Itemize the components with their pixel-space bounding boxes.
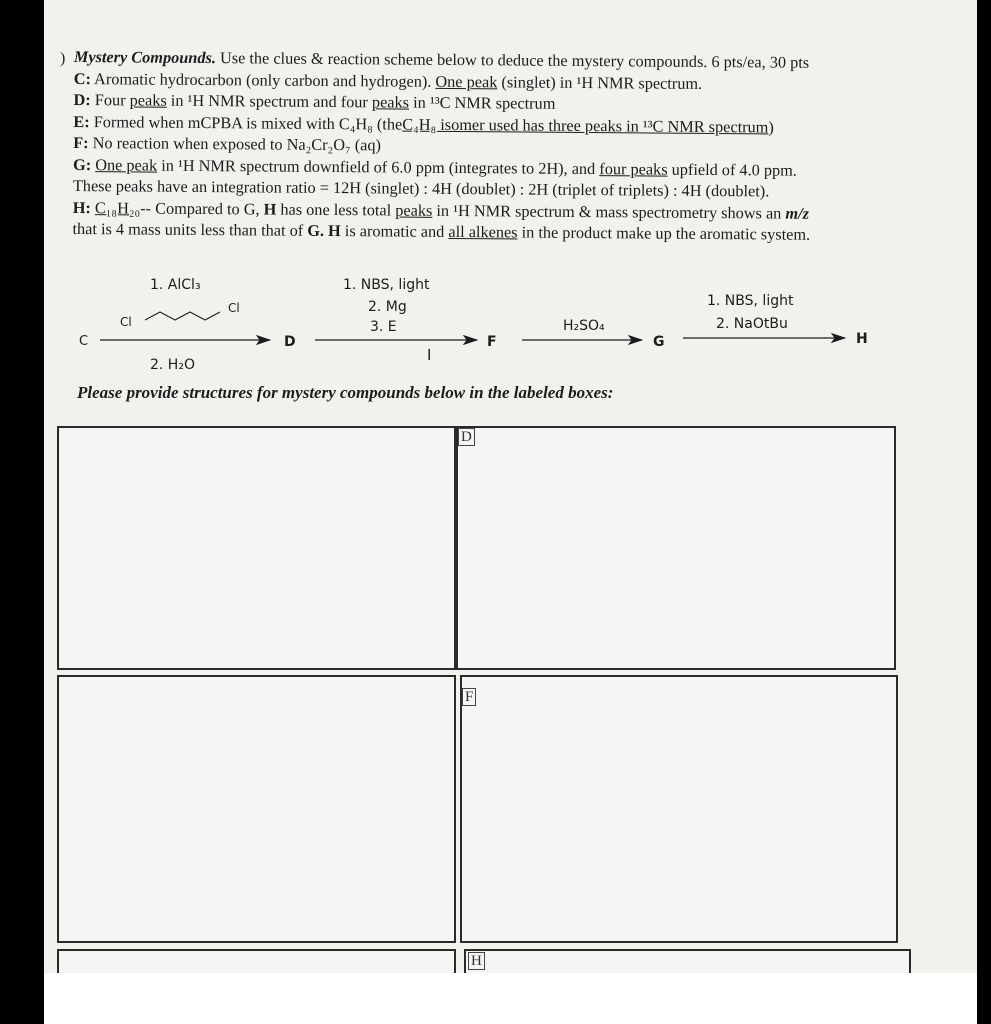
clue-f: F: No reaction when exposed to Na₂Cr₂O₇ (aq)	[73, 132, 382, 155]
clue-e: E: Formed when mCPBA is mixed with C₄H₈ (theC₄H₈ isomer used has three peaks in ¹³C NMR spectrum)	[73, 111, 774, 136]
step2-nbs: 1. NBS, light	[343, 277, 430, 293]
step3-h2so4: H₂SO₄	[563, 318, 605, 334]
clue-g-ratio: These peaks have an integration ratio = 12H (singlet) : 4H (doublet) : 2H (triplet of triplets) : 4H (doublet).	[72, 175, 770, 201]
text-cursor-icon: I	[427, 346, 432, 364]
answer-box-e[interactable]	[57, 675, 456, 943]
compound-g: G	[653, 334, 665, 350]
box-label-h: H	[468, 952, 485, 970]
box-label-f: F	[462, 688, 476, 706]
compound-h: H	[856, 331, 868, 347]
step2-e: 3. E	[370, 319, 397, 335]
clue-h: H: C₁₈H₂₀-- Compared to G, H has one less total peaks in ¹H NMR spectrum & mass spectrometry shows an m/z	[72, 197, 810, 223]
step1-alcl3: 1. AlCl₃	[150, 277, 201, 293]
answer-box-c[interactable]	[57, 426, 456, 670]
chain-cl-left: Cl	[120, 315, 132, 329]
compound-c: C	[79, 334, 89, 349]
margin-mark: )	[60, 50, 66, 67]
box-label-d: D	[458, 428, 475, 446]
clue-h-cont: that is 4 mass units less than that of G. H is aromatic and all alkenes in the product make up the aromatic system.	[72, 218, 811, 244]
compound-f: F	[487, 334, 497, 350]
chain-cl-right: Cl	[228, 301, 240, 315]
step4-nbs: 1. NBS, light	[707, 293, 794, 309]
answer-box-f[interactable]	[460, 675, 898, 943]
step1-h2o: 2. H₂O	[150, 357, 195, 373]
compound-d: D	[284, 334, 296, 350]
clue-d: D: Four peaks in ¹H NMR spectrum and four peaks in ¹³C NMR spectrum	[73, 89, 556, 113]
dichloride-chain	[145, 312, 220, 320]
clue-g: G: One peak in ¹H NMR spectrum downfield of 6.0 ppm (integrates to 2H), and four peaks upfield of 4.0 ppm.	[72, 154, 798, 180]
photo-bottom-margin	[44, 973, 977, 1024]
step2-mg: 2. Mg	[368, 299, 407, 315]
worksheet-title: Mystery Compounds.	[73, 46, 217, 68]
step4-naotbu: 2. NaOtBu	[716, 316, 788, 332]
worksheet-intro: Use the clues & reaction scheme below to deduce the mystery compounds. 6 pts/ea, 30 pts	[219, 48, 810, 72]
clue-c: C: Aromatic hydrocarbon (only carbon and hydrogen). One peak (singlet) in ¹H NMR spectrum.	[73, 68, 703, 93]
answer-box-d[interactable]	[456, 426, 896, 670]
box-instruction: Please provide structures for mystery compounds below in the labeled boxes:	[77, 383, 614, 402]
